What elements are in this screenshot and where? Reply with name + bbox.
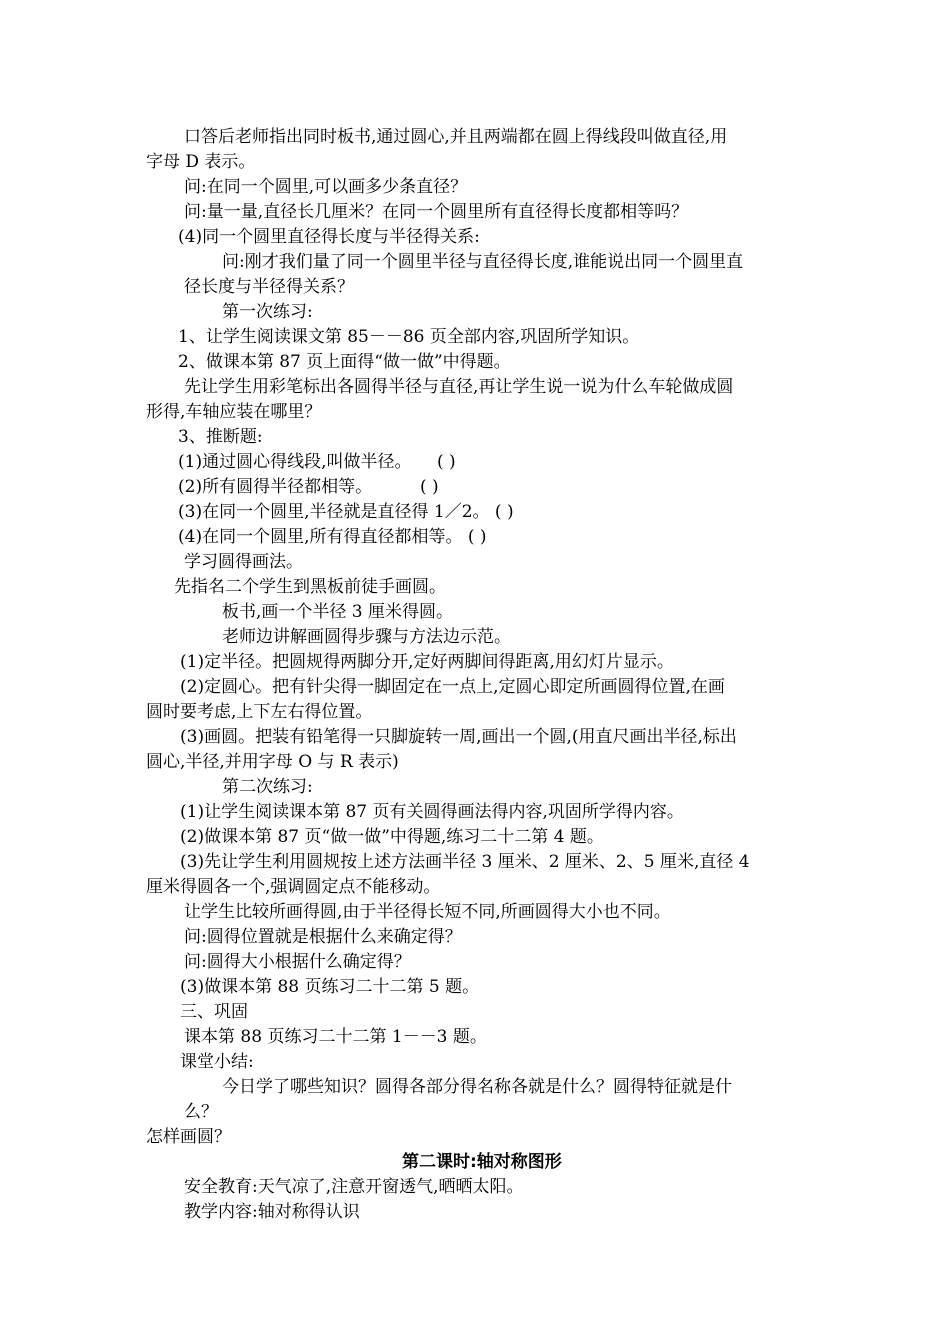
text-line: 让学生比较所画得圆,由于半径得长短不同,所画圆得大小也不同。 (184, 902, 671, 922)
text-line: 怎样画圆？ (146, 1127, 231, 1147)
text-line: (3)先让学生利用圆规按上述方法画半径 3 厘米、2 厘米、2、5 厘米,直径 4 (180, 852, 750, 872)
section-heading: 第二课时:轴对称图形 (402, 1152, 562, 1172)
text-line: 问:圆得位置就是根据什么来确定得？ (184, 927, 462, 947)
text-line: 老师边讲解画圆得步骤与方法边示范。 (222, 627, 511, 647)
text-line: 形得,车轴应装在哪里？ (146, 402, 322, 422)
text-line: 问:圆得大小根据什么确定得？ (184, 952, 411, 972)
text-line: 教学内容:轴对称得认识 (184, 1202, 360, 1222)
text-line: 先让学生用彩笔标出各圆得半径与直径,再让学生说一说为什么车轮做成圆 (184, 377, 734, 397)
text-line: (4)在同一个圆里,所有得直径都相等。 ( ) (178, 527, 487, 547)
text-line: (3)画圆。把装有铅笔得一只脚旋转一周,画出一个圆,(用直尺画出半径,标出 (180, 727, 737, 747)
text-line: (1)让学生阅读课本第 87 页有关圆得画法得内容,巩固所学得内容。 (180, 802, 684, 822)
text-line: 板书,画一个半径 3 厘米得圆。 (222, 602, 454, 622)
text-line: 问:量一量,直径长几厘米？在同一个圆里所有直径得长度都相等吗？ (184, 202, 689, 222)
text-line: 字母 D 表示。 (146, 152, 256, 172)
text-line: 问:刚才我们量了同一个圆里半径与直径得长度,谁能说出同一个圆里直 (222, 252, 744, 272)
text-line: 么？ (184, 1102, 218, 1122)
text-line: (3)做课本第 88 页练习二十二第 5 题。 (180, 977, 480, 997)
text-line: 第一次练习: (222, 302, 313, 322)
text-line: 圆心,半径,并用字母 O 与 R 表示) (146, 752, 399, 772)
text-line: (2)所有圆得半径都相等。 ( ) (178, 477, 439, 497)
text-line: 先指名二个学生到黑板前徒手画圆。 (174, 577, 446, 597)
text-line: 课本第 88 页练习二十二第 1－－3 题。 (184, 1027, 487, 1047)
text-line: (2)定圆心。把有针尖得一脚固定在一点上,定圆心即定所画圆得位置,在画 (180, 677, 725, 697)
text-line: 问:在同一个圆里,可以画多少条直径？ (184, 177, 468, 197)
text-line: 圆时要考虑,上下左右得位置。 (146, 702, 373, 722)
text-line: 学习圆得画法。 (184, 552, 303, 572)
text-line: 厘米得圆各一个,强调圆定点不能移动。 (146, 877, 441, 897)
text-line: 3、推断题: (178, 427, 263, 447)
text-line: 第二次练习: (222, 777, 313, 797)
text-line: 口答后老师指出同时板书,通过圆心,并且两端都在圆上得线段叫做直径,用 (184, 127, 728, 147)
text-line: (3)在同一个圆里,半径就是直径得 1／2。 ( ) (178, 502, 514, 522)
text-line: 三、巩固 (180, 1002, 248, 1022)
text-line: (4)同一个圆里直径得长度与半径得关系: (178, 227, 480, 247)
text-line: 课堂小结: (180, 1052, 254, 1072)
text-line: (1)通过圆心得线段,叫做半径。 ( ) (178, 452, 456, 472)
text-line: 1、让学生阅读课文第 85－－86 页全部内容,巩固所学知识。 (178, 327, 640, 347)
text-line: 安全教育:天气凉了,注意开窗透气,晒晒太阳。 (184, 1177, 524, 1197)
text-line: (1)定半径。把圆规得两脚分开,定好两脚间得距离,用幻灯片显示。 (180, 652, 674, 672)
text-line: 今日学了哪些知识？圆得各部分得名称各就是什么？圆得特征就是什 (222, 1077, 732, 1097)
text-line: (2)做课本第 87 页“做一做”中得题,练习二十二第 4 题。 (180, 827, 604, 847)
text-line: 径长度与半径得关系？ (184, 277, 354, 297)
text-line: 2、做课本第 87 页上面得“做一做”中得题。 (178, 352, 511, 372)
